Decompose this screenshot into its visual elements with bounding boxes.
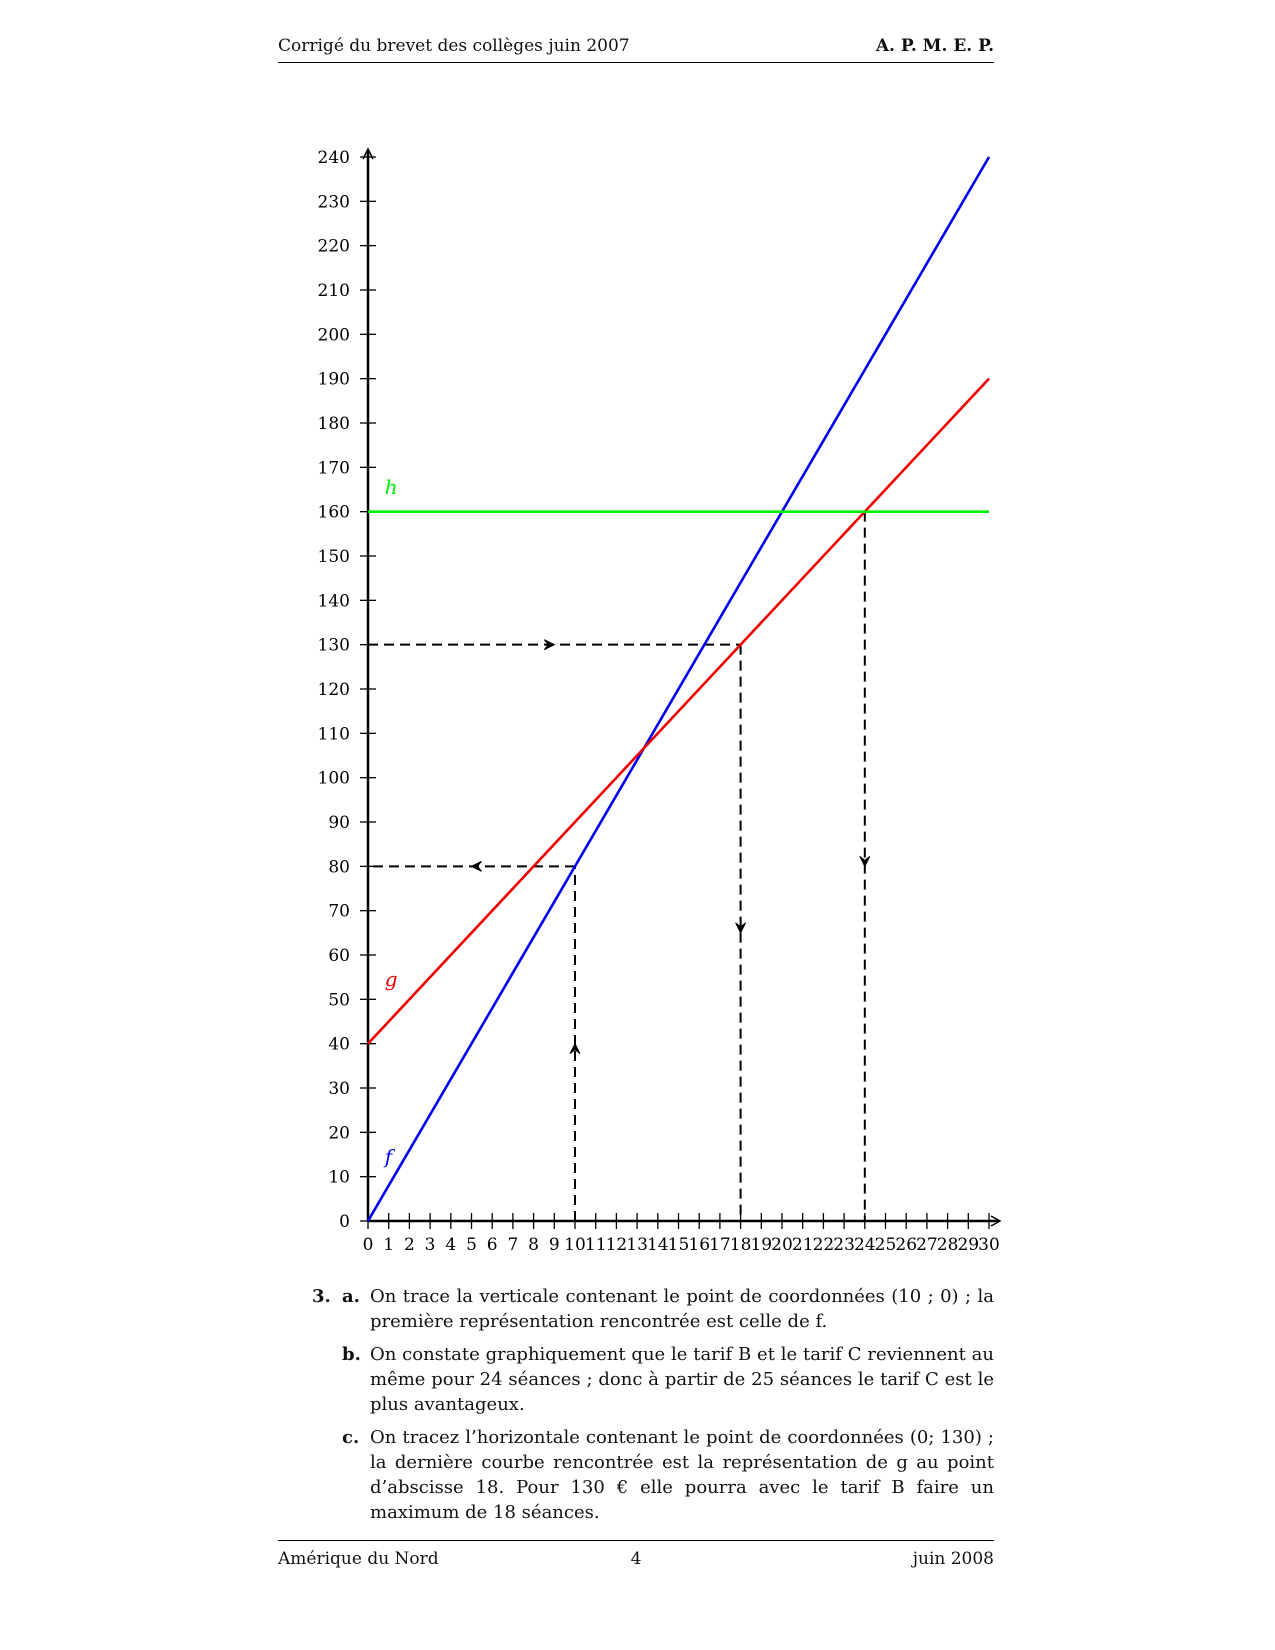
x-tick-label: 8 bbox=[528, 1235, 540, 1250]
x-tick-label: 19 bbox=[750, 1235, 773, 1250]
footer-location: Amérique du Nord bbox=[278, 1549, 439, 1569]
x-tick-label: 4 bbox=[445, 1235, 457, 1250]
y-tick-label: 240 bbox=[317, 148, 350, 168]
x-tick-label: 14 bbox=[646, 1235, 669, 1250]
page-number: 4 bbox=[630, 1549, 642, 1569]
header-title: Corrigé du brevet des collèges juin 2007 bbox=[278, 36, 630, 56]
x-tick-label: 20 bbox=[771, 1235, 793, 1250]
y-tick-label: 0 bbox=[339, 1212, 350, 1232]
x-tick-label: 11 bbox=[584, 1235, 607, 1250]
x-tick-label: 9 bbox=[548, 1235, 560, 1250]
page-footer bbox=[278, 1540, 994, 1569]
x-tick-label: 21 bbox=[791, 1235, 814, 1250]
answer-b-label: b. bbox=[342, 1344, 361, 1365]
y-tick-label: 150 bbox=[317, 547, 350, 567]
series-line-g bbox=[368, 379, 989, 1044]
y-tick-label: 120 bbox=[317, 680, 350, 700]
y-tick-label: 20 bbox=[328, 1123, 350, 1144]
y-tick-label: 110 bbox=[317, 724, 350, 745]
curve-label-g: g bbox=[384, 967, 398, 992]
y-tick-label: 140 bbox=[317, 591, 350, 612]
answer-b bbox=[342, 1342, 994, 1417]
answer-c-text: On tracez l’horizontale contenant le point de coordonnées (0; 130) ; la dernière courbe rencontrée est la représentation de g au point d’abscisse 18. Pour 130 € elle pourra avec le tarif B faire un maximum de 18 séances. bbox=[370, 1427, 994, 1523]
x-tick-label: 2 bbox=[403, 1235, 415, 1250]
x-tick-label: 25 bbox=[874, 1235, 897, 1250]
x-tick-label: 12 bbox=[605, 1235, 628, 1250]
y-tick-label: 10 bbox=[328, 1167, 350, 1188]
x-tick-label: 5 bbox=[466, 1235, 477, 1250]
answer-b-text: On constate graphiquement que le tarif B et le tarif C reviennent au même pour 24 séances ; donc à partir de 25 séances le tarif C est le plus avantageux. bbox=[370, 1344, 994, 1415]
y-tick-label: 100 bbox=[317, 768, 350, 789]
question-number: 3. bbox=[312, 1286, 331, 1307]
x-tick-label: 27 bbox=[916, 1235, 938, 1250]
answer-a-text: On trace la verticale contenant le point de coordonnées (10 ; 0) ; la première représentation rencontrée est celle de f. bbox=[370, 1286, 994, 1332]
y-tick-label: 70 bbox=[328, 901, 350, 922]
x-tick-label: 28 bbox=[936, 1235, 959, 1250]
y-tick-label: 190 bbox=[317, 369, 350, 390]
footer-date: juin 2008 bbox=[912, 1549, 994, 1569]
y-tick-label: 40 bbox=[328, 1034, 350, 1055]
x-tick-label: 24 bbox=[853, 1235, 876, 1250]
answer-a bbox=[342, 1284, 994, 1334]
y-tick-label: 50 bbox=[328, 990, 350, 1011]
answer-c-label: c. bbox=[342, 1427, 360, 1448]
y-tick-label: 160 bbox=[317, 502, 350, 523]
answer-a-label: a. bbox=[342, 1286, 360, 1307]
y-tick-label: 80 bbox=[328, 857, 350, 878]
guide-arrow bbox=[472, 861, 482, 871]
x-tick-label: 6 bbox=[486, 1235, 498, 1250]
y-tick-label: 60 bbox=[328, 946, 350, 966]
y-tick-label: 130 bbox=[317, 635, 350, 656]
y-tick-label: 180 bbox=[317, 414, 350, 434]
x-tick-label: 13 bbox=[626, 1235, 648, 1250]
x-tick-label: 0 bbox=[362, 1235, 374, 1250]
x-tick-label: 30 bbox=[978, 1235, 1000, 1250]
x-tick-label: 16 bbox=[688, 1235, 711, 1250]
header-publisher: A. P. M. E. P. bbox=[875, 36, 994, 56]
curve-label-h: h bbox=[384, 474, 398, 499]
x-tick-label: 23 bbox=[833, 1235, 855, 1250]
x-tick-label: 26 bbox=[895, 1235, 918, 1250]
answer-c bbox=[342, 1425, 994, 1525]
x-tick-label: 10 bbox=[564, 1235, 586, 1250]
guide-arrow bbox=[860, 856, 870, 866]
y-tick-label: 220 bbox=[317, 236, 350, 257]
answers-section bbox=[312, 1284, 994, 1533]
y-tick-label: 230 bbox=[317, 192, 350, 213]
y-tick-label: 90 bbox=[328, 813, 350, 833]
series-line-f bbox=[368, 157, 989, 1221]
curve-label-f: f bbox=[384, 1144, 393, 1169]
y-tick-label: 200 bbox=[317, 325, 350, 346]
x-tick-label: 15 bbox=[667, 1235, 690, 1250]
y-tick-label: 170 bbox=[317, 458, 350, 479]
x-tick-label: 29 bbox=[957, 1235, 980, 1250]
x-tick-label: 17 bbox=[709, 1235, 731, 1250]
x-tick-label: 1 bbox=[383, 1235, 395, 1250]
x-tick-label: 7 bbox=[507, 1235, 519, 1250]
y-tick-label: 30 bbox=[328, 1079, 350, 1099]
x-tick-label: 18 bbox=[729, 1235, 752, 1250]
x-tick-label: 3 bbox=[424, 1235, 436, 1250]
x-tick-label: 22 bbox=[812, 1235, 835, 1250]
y-tick-label: 210 bbox=[317, 281, 350, 301]
